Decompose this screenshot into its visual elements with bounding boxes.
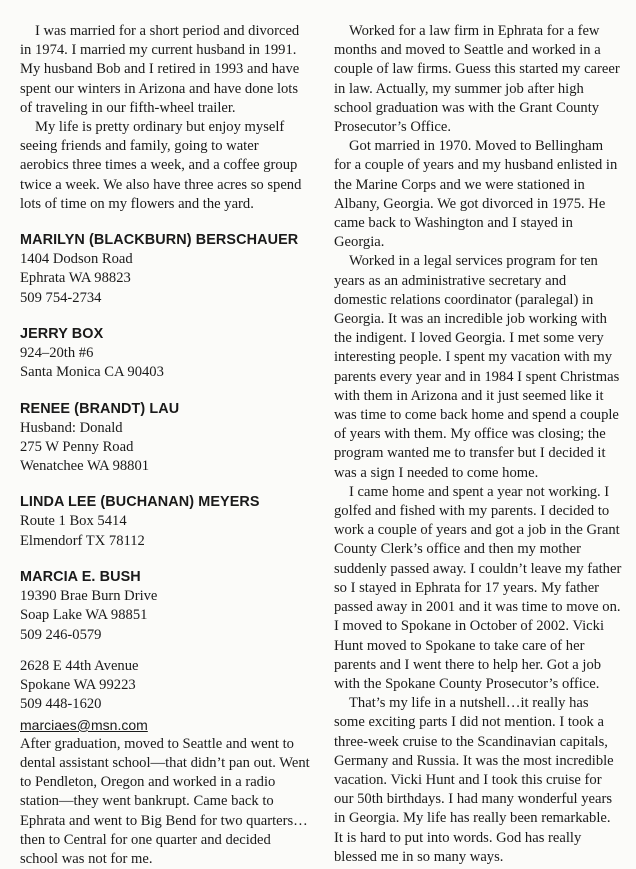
address-line: 275 W Penny Road <box>20 438 134 455</box>
classmate-name: MARILYN (BLACKBURN) BERSCHAUER <box>20 232 299 249</box>
address-line: Wenatchee WA 98801 <box>20 458 150 475</box>
classmate-name: LINDA LEE (BUCHANAN) MEYERS <box>20 494 260 511</box>
classmate-entry-marcia <box>20 567 310 869</box>
address-line: 19390 Brae Burn Drive <box>20 588 158 604</box>
spacer <box>20 645 310 657</box>
bio-paragraph: That’s my life in a nutshell…it really has some exciting parts I did not mention. I took a three-week cruise to the Scandinavian capitals, Germany and Russia. It was the most incredible vacation. Vicki Hunt and I took this cruise for our 50th birthdays. I had many wonderful years in Georgia. My life has really been remarkable. It is hard to put into words. God has really blessed me in so many ways. <box>334 695 614 865</box>
bio-paragraph: After graduation, moved to Seattle and went to dental assistant school—that didn’t pan out. Went to Pendleton, Oregon and worked in a radio station—they went bankrupt. Came back to Ephrata and went to Big Bend for two quarters…then to Central for one quarter and decided school was not for me. <box>20 735 310 867</box>
email-link[interactable]: marciaes@msn.com <box>20 716 148 733</box>
bio-paragraph: Worked in a legal services program for ten years as an administrative secretary and domestic relations coordinator (paralegal) in Georgia. It was an incredible job working with the indigent. I loved Georgia. I met some very interesting people. I spent my vacation with my parents every year and in 1984 I spent Christmas with them in Arizona and it just seemed like it was time to come back home and spend a couple of years with them. My office was closing; the program wanted me to transfer but I decided it was a sign I needed to come home. <box>334 253 620 481</box>
phone-line: 509 246-0579 <box>20 626 102 643</box>
address-line: 2628 E 44th Avenue <box>20 657 139 674</box>
bio-paragraph: Worked for a law firm in Ephrata for a few months and moved to Seattle and worked in a couple of law firms. Guess this started my career in law. Actually, my summer job after high school graduation was with the Grant County Prosecutor’s Office. <box>334 23 620 136</box>
classmate-name: JERRY BOX <box>20 325 104 342</box>
right-column <box>334 22 622 867</box>
classmate-entry <box>20 399 310 477</box>
phone-line: 509 754-2734 <box>20 289 102 306</box>
intro-paragraph-1: I was married for a short period and divorced in 1974. I married my current husband in 1991. My husband Bob and I retired in 1993 and have spent our winters in Arizona and have done lots of traveling in our fifth-wheel trailer. <box>20 23 300 116</box>
address-line: Ephrata WA 98823 <box>20 270 131 287</box>
bio-paragraph: Got married in 1970. Moved to Bellingham for a couple of years and my husband enlisted in the Marine Corps and we were stationed in Albany, Georgia. We got divorced in 1975. He came back to Washington and I stayed in Georgia. <box>334 138 618 251</box>
phone-line: 509 448-1620 <box>20 696 102 713</box>
classmate-entry <box>20 230 310 308</box>
spouse-line: Husband: Donald <box>20 419 123 436</box>
classmate-entry <box>20 492 310 551</box>
address-line: Spokane WA 99223 <box>20 677 136 694</box>
address-line: Santa Monica CA 90403 <box>20 364 164 381</box>
left-column <box>20 22 310 869</box>
classmate-entry <box>20 324 310 383</box>
address-line: Soap Lake WA 98851 <box>20 607 148 624</box>
address-line: Elmendorf TX 78112 <box>20 532 145 549</box>
address-line: 924–20th #6 <box>20 344 94 361</box>
classmate-name: RENEE (BRANDT) LAU <box>20 400 180 417</box>
classmate-name: MARCIA E. BUSH <box>20 569 141 585</box>
bio-paragraph: I came home and spent a year not working. I golfed and fished with my parents. I decided to work a couple of years and got a job in the Grant County Clerk’s office and then my mother suddenly passed away. I couldn’t leave my father so I stayed in Ephrata for 17 years. My father passed away in 2001 and it was time to move on. I moved to Spokane in October of 2002. Vicki Hunt moved to Spokane to take care of her parents and I went there to help her. Got a job with the Spokane County Prosecutor’s office. <box>334 483 622 692</box>
address-line: 1404 Dodson Road <box>20 251 133 268</box>
address-line: Route 1 Box 5414 <box>20 513 127 530</box>
intro-paragraph-2: My life is pretty ordinary but enjoy myself seeing friends and family, going to water aerobics three times a week, and a coffee group twice a week. We also have three acres so spend lots of time on my flowers and the yard. <box>20 119 302 212</box>
